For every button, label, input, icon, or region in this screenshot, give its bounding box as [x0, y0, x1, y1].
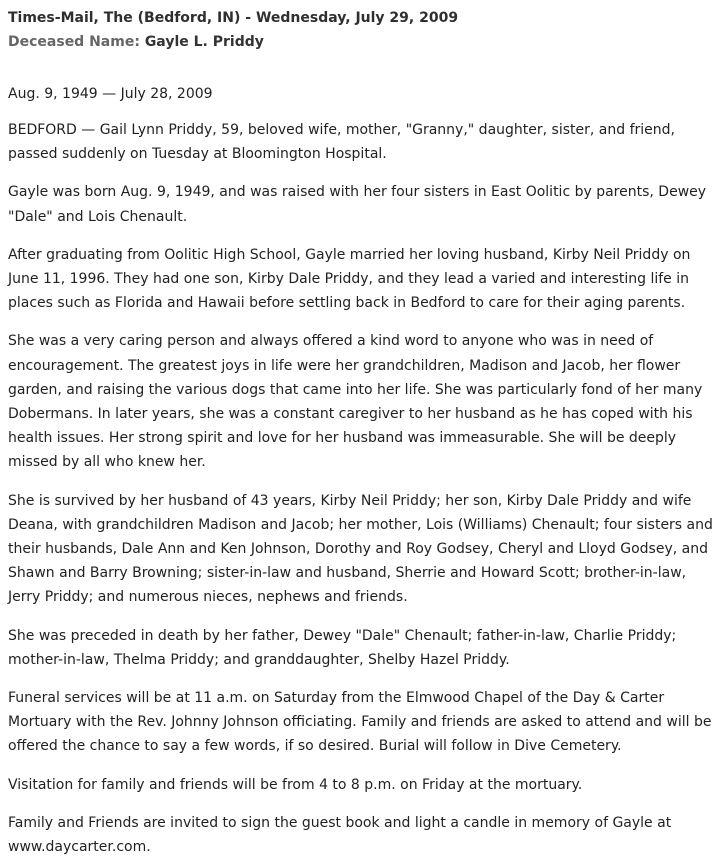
- paragraph-funeral: Funeral services will be at 11 a.m. on Saturday from the Elmwood Chapel of the Day & Carter Mortuary with the Rev. Johnny Johnson officiating. Family and friends are asked to attend and will be offered the chance to say a few words, if so desired. Burial will follow in Dive Cemetery.: [8, 690, 712, 755]
- life-dates: Aug. 9, 1949 — July 28, 2009: [8, 86, 213, 102]
- paragraph-preceded: She was preceded in death by her father, Dewey "Dale" Chenault; father-in-law, Charlie Priddy; mother-in-law, Thelma Priddy; and granddaughter, Shelby Hazel Priddy.: [8, 627, 677, 668]
- paragraph-birth: Gayle was born Aug. 9, 1949, and was raised with her four sisters in East Oolitic by parents, Dewey "Dale" and Lois Chenault.: [8, 184, 707, 225]
- paragraph-survivors: She is survived by her husband of 43 years, Kirby Neil Priddy; her son, Kirby Dale Priddy and wife Deana, with grandchildren Madison and Jacob; her mother, Lois (Williams) Chenault; four sisters and their husbands, Dale Ann and Ken Johnson, Dorothy and Roy Godsey, Cheryl and Lloyd Godsey, and Shawn and Barry Browning; sister-in-law and husband, Sherrie and Howard Scott; brother-in-law, Jerry Priddy; and numerous nieces, nephews and friends.: [8, 492, 713, 606]
- paragraph-guestbook: Family and Friends are invited to sign the guest book and light a candle in memory of Gayle at www.daycarter.com.: [8, 814, 672, 856]
- paragraph-intro: BEDFORD — Gail Lynn Priddy, 59, beloved wife, mother, "Granny," daughter, sister, and friend, passed suddenly on Tuesday at Bloomington Hospital.: [8, 122, 675, 163]
- header-separator: -: [240, 10, 256, 26]
- deceased-line: [8, 30, 714, 54]
- deceased-name: Gayle L. Priddy: [144, 34, 264, 50]
- deceased-label: Deceased Name:: [8, 34, 140, 50]
- paragraph-visitation: Visitation for family and friends will be from 4 to 8 p.m. on Friday at the mortuary.: [8, 776, 583, 793]
- publication-date: Wednesday, July 29, 2009: [255, 10, 459, 26]
- newspaper-name: Times-Mail, The (Bedford, IN): [8, 10, 241, 26]
- publication-line: [8, 6, 714, 30]
- paragraph-character: She was a very caring person and always offered a kind word to anyone who was in need of encouragement. The greatest joys in life were her grandchildren, Madison and Jacob, her flower garden, and raising the various dogs that came into her life. She was particularly fond of her many Dobermans. In later years, she was a constant caregiver to her husband as he has coped with his health issues. Her strong spirit and love for her husband was immeasurable. She will be deeply missed by all who knew her.: [8, 333, 703, 471]
- paragraph-marriage: After graduating from Oolitic High School, Gayle married her loving husband, Kirby Neil Priddy on June 11, 1996. They had one son, Kirby Dale Priddy, and they lead a varied and interesting life in places such as Florida and Hawaii before settling back in Bedford to care for their aging parents.: [8, 246, 691, 312]
